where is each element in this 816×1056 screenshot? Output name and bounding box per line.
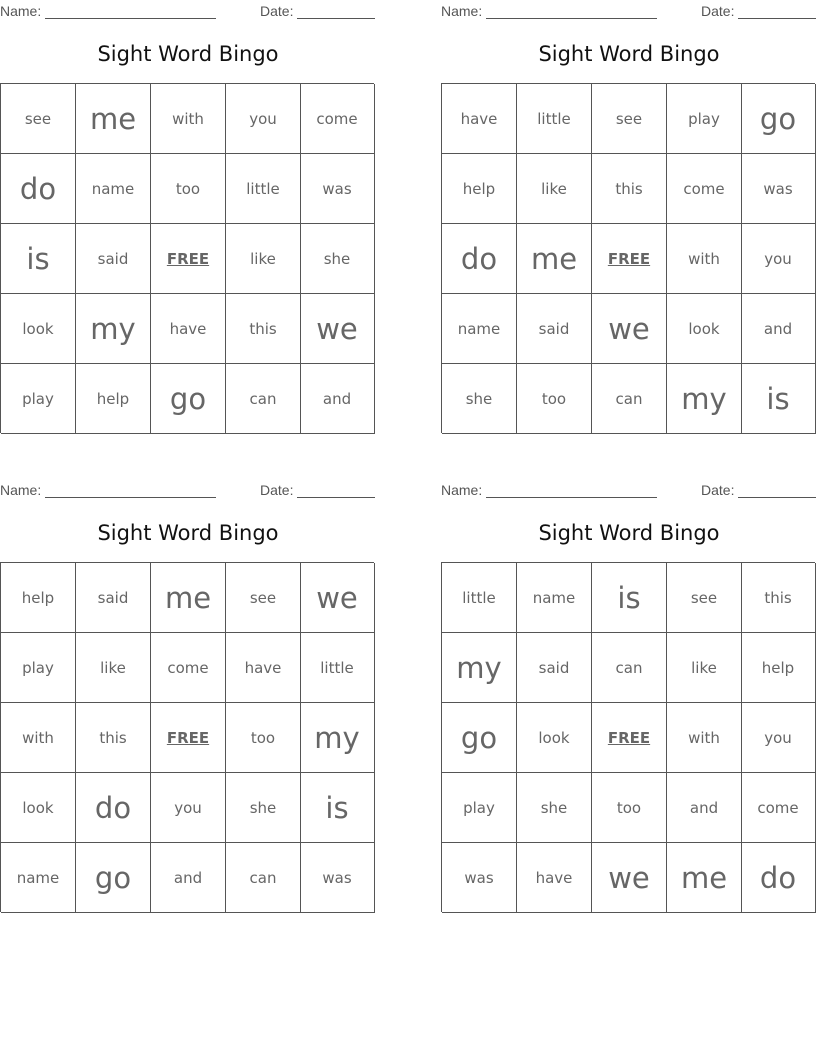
bingo-grid xyxy=(0,83,374,433)
word-cell[interactable]: you xyxy=(741,224,816,294)
word-cell[interactable]: is xyxy=(741,364,816,434)
word-cell[interactable]: name xyxy=(517,563,592,633)
word-cell[interactable]: she xyxy=(442,364,517,434)
word-cell[interactable]: see xyxy=(226,563,301,633)
word-cell[interactable]: come xyxy=(741,773,816,843)
name-line[interactable] xyxy=(45,484,216,498)
word-cell[interactable]: can xyxy=(592,364,667,434)
word-cell[interactable]: we xyxy=(592,843,667,913)
name-label: Name: xyxy=(0,482,42,498)
name-date-row xyxy=(0,482,376,498)
free-space-cell[interactable]: FREE xyxy=(592,224,667,294)
word-cell[interactable]: go xyxy=(76,843,151,913)
word-cell[interactable]: too xyxy=(226,703,301,773)
word-cell[interactable]: with xyxy=(151,84,226,154)
word-cell[interactable]: can xyxy=(592,633,667,703)
word-cell[interactable]: come xyxy=(300,84,375,154)
name-field[interactable] xyxy=(441,482,657,498)
word-cell[interactable]: with xyxy=(1,703,76,773)
word-cell[interactable]: come xyxy=(667,154,742,224)
word-cell[interactable]: is xyxy=(1,224,76,294)
name-label: Name: xyxy=(441,3,483,19)
word-cell[interactable]: do xyxy=(1,154,76,224)
word-cell[interactable]: said xyxy=(517,633,592,703)
card-title: Sight Word Bingo xyxy=(97,42,279,66)
word-cell[interactable]: can xyxy=(226,364,301,434)
word-cell[interactable]: help xyxy=(1,563,76,633)
word-cell[interactable]: she xyxy=(226,773,301,843)
word-cell[interactable]: this xyxy=(76,703,151,773)
word-cell[interactable]: my xyxy=(442,633,517,703)
word-cell[interactable]: you xyxy=(741,703,816,773)
word-cell[interactable]: come xyxy=(151,633,226,703)
date-field[interactable] xyxy=(260,482,375,498)
date-label: Date: xyxy=(701,482,735,498)
name-field[interactable] xyxy=(0,482,216,498)
name-line[interactable] xyxy=(45,5,216,19)
word-cell[interactable]: name xyxy=(1,843,76,913)
word-cell[interactable]: said xyxy=(517,294,592,364)
card-title: Sight Word Bingo xyxy=(538,42,720,66)
word-cell[interactable]: look xyxy=(667,294,742,364)
date-field[interactable] xyxy=(260,3,375,19)
word-cell[interactable]: name xyxy=(76,154,151,224)
word-cell[interactable]: we xyxy=(300,294,375,364)
date-line[interactable] xyxy=(297,484,375,498)
free-space-cell[interactable]: FREE xyxy=(151,224,226,294)
word-cell[interactable]: look xyxy=(517,703,592,773)
free-space-cell[interactable]: FREE xyxy=(592,703,667,773)
name-field[interactable] xyxy=(0,3,216,19)
word-cell[interactable]: my xyxy=(667,364,742,434)
word-cell[interactable]: said xyxy=(76,563,151,633)
word-cell[interactable]: was xyxy=(442,843,517,913)
word-cell[interactable]: little xyxy=(226,154,301,224)
word-cell[interactable]: too xyxy=(151,154,226,224)
word-cell[interactable]: have xyxy=(226,633,301,703)
word-cell[interactable]: like xyxy=(76,633,151,703)
word-cell[interactable]: and xyxy=(667,773,742,843)
word-cell[interactable]: my xyxy=(300,703,375,773)
word-cell[interactable]: and xyxy=(151,843,226,913)
word-cell[interactable]: was xyxy=(741,154,816,224)
word-cell[interactable]: with xyxy=(667,703,742,773)
word-cell[interactable]: do xyxy=(76,773,151,843)
date-label: Date: xyxy=(701,3,735,19)
date-line[interactable] xyxy=(297,5,375,19)
word-cell[interactable]: little xyxy=(300,633,375,703)
date-label: Date: xyxy=(260,3,294,19)
word-cell[interactable]: little xyxy=(517,84,592,154)
word-cell[interactable]: like xyxy=(226,224,301,294)
name-label: Name: xyxy=(0,3,42,19)
date-line[interactable] xyxy=(738,484,816,498)
bingo-grid xyxy=(0,562,374,912)
word-cell[interactable]: have xyxy=(151,294,226,364)
word-cell[interactable]: play xyxy=(667,84,742,154)
word-cell[interactable]: can xyxy=(226,843,301,913)
name-line[interactable] xyxy=(486,5,657,19)
word-cell[interactable]: and xyxy=(741,294,816,364)
name-date-row xyxy=(0,3,376,19)
word-cell[interactable]: go xyxy=(442,703,517,773)
date-line[interactable] xyxy=(738,5,816,19)
date-field[interactable] xyxy=(701,482,816,498)
word-cell[interactable]: said xyxy=(76,224,151,294)
word-cell[interactable]: have xyxy=(442,84,517,154)
word-cell[interactable]: my xyxy=(76,294,151,364)
word-cell[interactable]: me xyxy=(667,843,742,913)
bingo-grid xyxy=(441,562,815,912)
word-cell[interactable]: was xyxy=(300,843,375,913)
word-cell[interactable]: me xyxy=(76,84,151,154)
word-cell[interactable]: look xyxy=(1,294,76,364)
word-cell[interactable]: go xyxy=(741,84,816,154)
word-cell[interactable]: with xyxy=(667,224,742,294)
word-cell[interactable]: like xyxy=(517,154,592,224)
word-cell[interactable]: name xyxy=(442,294,517,364)
card-title: Sight Word Bingo xyxy=(538,521,720,545)
word-cell[interactable]: too xyxy=(592,773,667,843)
word-cell[interactable]: see xyxy=(592,84,667,154)
word-cell[interactable]: help xyxy=(76,364,151,434)
word-cell[interactable]: is xyxy=(300,773,375,843)
word-cell[interactable]: she xyxy=(300,224,375,294)
word-cell[interactable]: help xyxy=(442,154,517,224)
card-title: Sight Word Bingo xyxy=(97,521,279,545)
name-field[interactable] xyxy=(441,3,657,19)
word-cell[interactable]: see xyxy=(1,84,76,154)
word-cell[interactable]: go xyxy=(151,364,226,434)
word-cell[interactable]: is xyxy=(592,563,667,633)
word-cell[interactable]: this xyxy=(741,563,816,633)
word-cell[interactable]: she xyxy=(517,773,592,843)
name-label: Name: xyxy=(441,482,483,498)
word-cell[interactable]: we xyxy=(300,563,375,633)
word-cell[interactable]: have xyxy=(517,843,592,913)
word-cell[interactable]: you xyxy=(151,773,226,843)
word-cell[interactable]: play xyxy=(1,633,76,703)
word-cell[interactable]: see xyxy=(667,563,742,633)
word-cell[interactable]: we xyxy=(592,294,667,364)
word-cell[interactable]: like xyxy=(667,633,742,703)
word-cell[interactable]: me xyxy=(151,563,226,633)
free-space-cell[interactable]: FREE xyxy=(151,703,226,773)
name-date-row xyxy=(441,482,816,498)
word-cell[interactable]: and xyxy=(300,364,375,434)
word-cell[interactable]: do xyxy=(442,224,517,294)
word-cell[interactable]: little xyxy=(442,563,517,633)
date-label: Date: xyxy=(260,482,294,498)
word-cell[interactable]: this xyxy=(592,154,667,224)
date-field[interactable] xyxy=(701,3,816,19)
name-date-row xyxy=(441,3,816,19)
bingo-grid xyxy=(441,83,815,433)
word-cell[interactable]: too xyxy=(517,364,592,434)
word-cell[interactable]: play xyxy=(442,773,517,843)
word-cell[interactable]: was xyxy=(300,154,375,224)
name-line[interactable] xyxy=(486,484,657,498)
word-cell[interactable]: help xyxy=(741,633,816,703)
word-cell[interactable]: you xyxy=(226,84,301,154)
word-cell[interactable]: do xyxy=(741,843,816,913)
word-cell[interactable]: play xyxy=(1,364,76,434)
word-cell[interactable]: this xyxy=(226,294,301,364)
word-cell[interactable]: look xyxy=(1,773,76,843)
word-cell[interactable]: me xyxy=(517,224,592,294)
